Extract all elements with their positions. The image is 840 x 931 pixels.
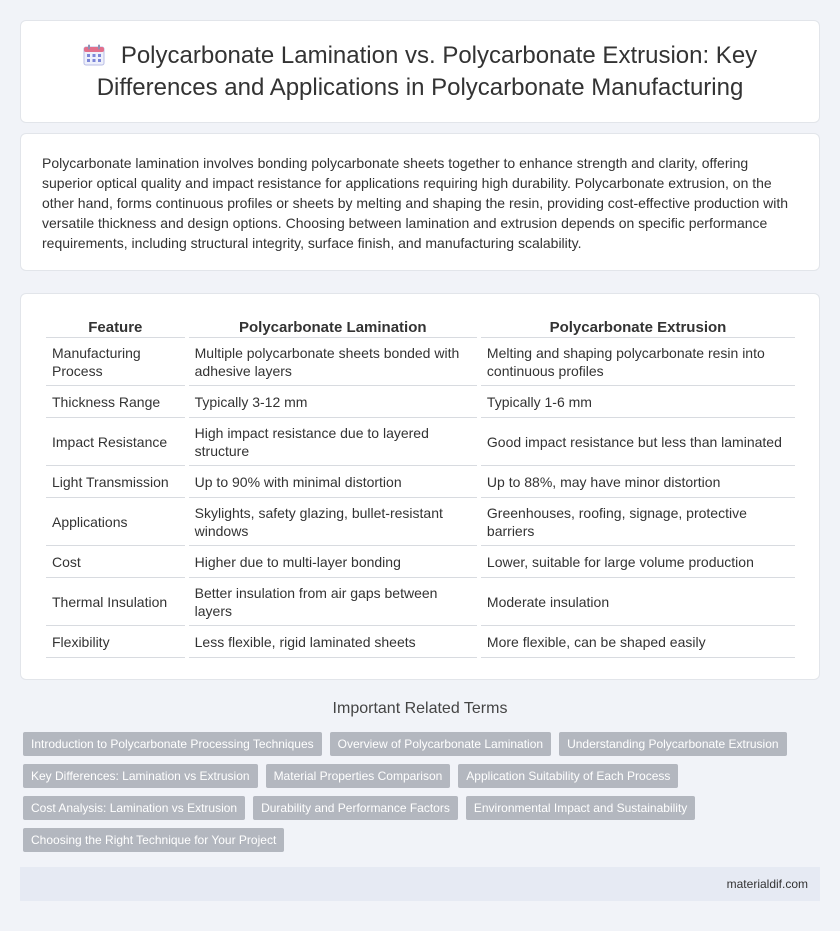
- extrusion-cell: Lower, suitable for large volume production: [481, 546, 795, 578]
- table-row: [46, 418, 795, 466]
- table-row: [46, 466, 795, 498]
- extrusion-cell: More flexible, can be shaped easily: [481, 626, 795, 658]
- feature-cell: Flexibility: [46, 626, 185, 658]
- related-term-tag[interactable]: Environmental Impact and Sustainability: [466, 796, 695, 820]
- feature-cell: Cost: [46, 546, 185, 578]
- intro-paragraph: Polycarbonate lamination involves bonding polycarbonate sheets together to enhance strength and clarity, offering superior optical quality and impact resistance for applications requiring high durability. Polycarbonate extrusion, on the other hand, forms continuous profiles or sheets by melting and shaping the resin, providing cost-effective production with versatile thickness and design options. Choosing between lamination and extrusion depends on specific performance requirements, including structural integrity, surface finish, and manufacturing scalability.: [42, 155, 789, 251]
- extrusion-cell: Good impact resistance but less than laminated: [481, 418, 795, 466]
- comparison-table-card: [20, 293, 820, 680]
- feature-cell: Light Transmission: [46, 466, 185, 498]
- footer-site-link[interactable]: materialdif.com: [726, 877, 808, 891]
- extrusion-cell: Up to 88%, may have minor distortion: [481, 466, 795, 498]
- intro-card: [20, 133, 820, 271]
- feature-cell: Impact Resistance: [46, 418, 185, 466]
- feature-cell: Applications: [46, 498, 185, 546]
- related-term-tag[interactable]: Introduction to Polycarbonate Processing Techniques: [23, 732, 322, 756]
- related-terms-heading: Important Related Terms: [332, 700, 508, 717]
- related-terms-list: [23, 732, 813, 852]
- lamination-cell: Less flexible, rigid laminated sheets: [189, 626, 477, 658]
- related-term-tag[interactable]: Cost Analysis: Lamination vs Extrusion: [23, 796, 245, 820]
- comparison-table: [42, 314, 799, 658]
- extrusion-cell: Melting and shaping polycarbonate resin into continuous profiles: [481, 338, 795, 386]
- extrusion-cell: Greenhouses, roofing, signage, protective barriers: [481, 498, 795, 546]
- related-term-tag[interactable]: Overview of Polycarbonate Lamination: [330, 732, 551, 756]
- table-row: [46, 498, 795, 546]
- related-term-tag[interactable]: Choosing the Right Technique for Your Project: [23, 828, 284, 852]
- table-row: [46, 386, 795, 418]
- lamination-cell: Up to 90% with minimal distortion: [189, 466, 477, 498]
- related-term-tag[interactable]: Durability and Performance Factors: [253, 796, 458, 820]
- lamination-cell: High impact resistance due to layered structure: [189, 418, 477, 466]
- page-title: [41, 41, 799, 102]
- header-feature: Feature: [46, 314, 185, 338]
- table-header-row: [46, 314, 795, 338]
- table-row: [46, 546, 795, 578]
- feature-cell: Thickness Range: [46, 386, 185, 418]
- related-term-tag[interactable]: Material Properties Comparison: [266, 764, 451, 788]
- lamination-cell: Better insulation from air gaps between layers: [189, 578, 477, 626]
- footer: [20, 867, 820, 901]
- header-extrusion: Polycarbonate Extrusion: [481, 314, 795, 338]
- related-term-tag[interactable]: Understanding Polycarbonate Extrusion: [559, 732, 786, 756]
- extrusion-cell: Moderate insulation: [481, 578, 795, 626]
- header-lamination: Polycarbonate Lamination: [189, 314, 477, 338]
- related-term-tag[interactable]: Key Differences: Lamination vs Extrusion: [23, 764, 258, 788]
- lamination-cell: Higher due to multi-layer bonding: [189, 546, 477, 578]
- table-row: [46, 338, 795, 386]
- feature-cell: Thermal Insulation: [46, 578, 185, 626]
- table-row: [46, 626, 795, 658]
- calendar-icon: [83, 44, 105, 73]
- page-title-text: Polycarbonate Lamination vs. Polycarbonate Extrusion: Key Differences and Applications in Polycarbonate Manufacturing: [96, 42, 758, 101]
- lamination-cell: Multiple polycarbonate sheets bonded with adhesive layers: [189, 338, 477, 386]
- lamination-cell: Skylights, safety glazing, bullet-resistant windows: [189, 498, 477, 546]
- lamination-cell: Typically 3-12 mm: [189, 386, 477, 418]
- table-row: [46, 578, 795, 626]
- extrusion-cell: Typically 1-6 mm: [481, 386, 795, 418]
- related-term-tag[interactable]: Application Suitability of Each Process: [458, 764, 678, 788]
- feature-cell: Manufacturing Process: [46, 338, 185, 386]
- title-card: [20, 20, 820, 123]
